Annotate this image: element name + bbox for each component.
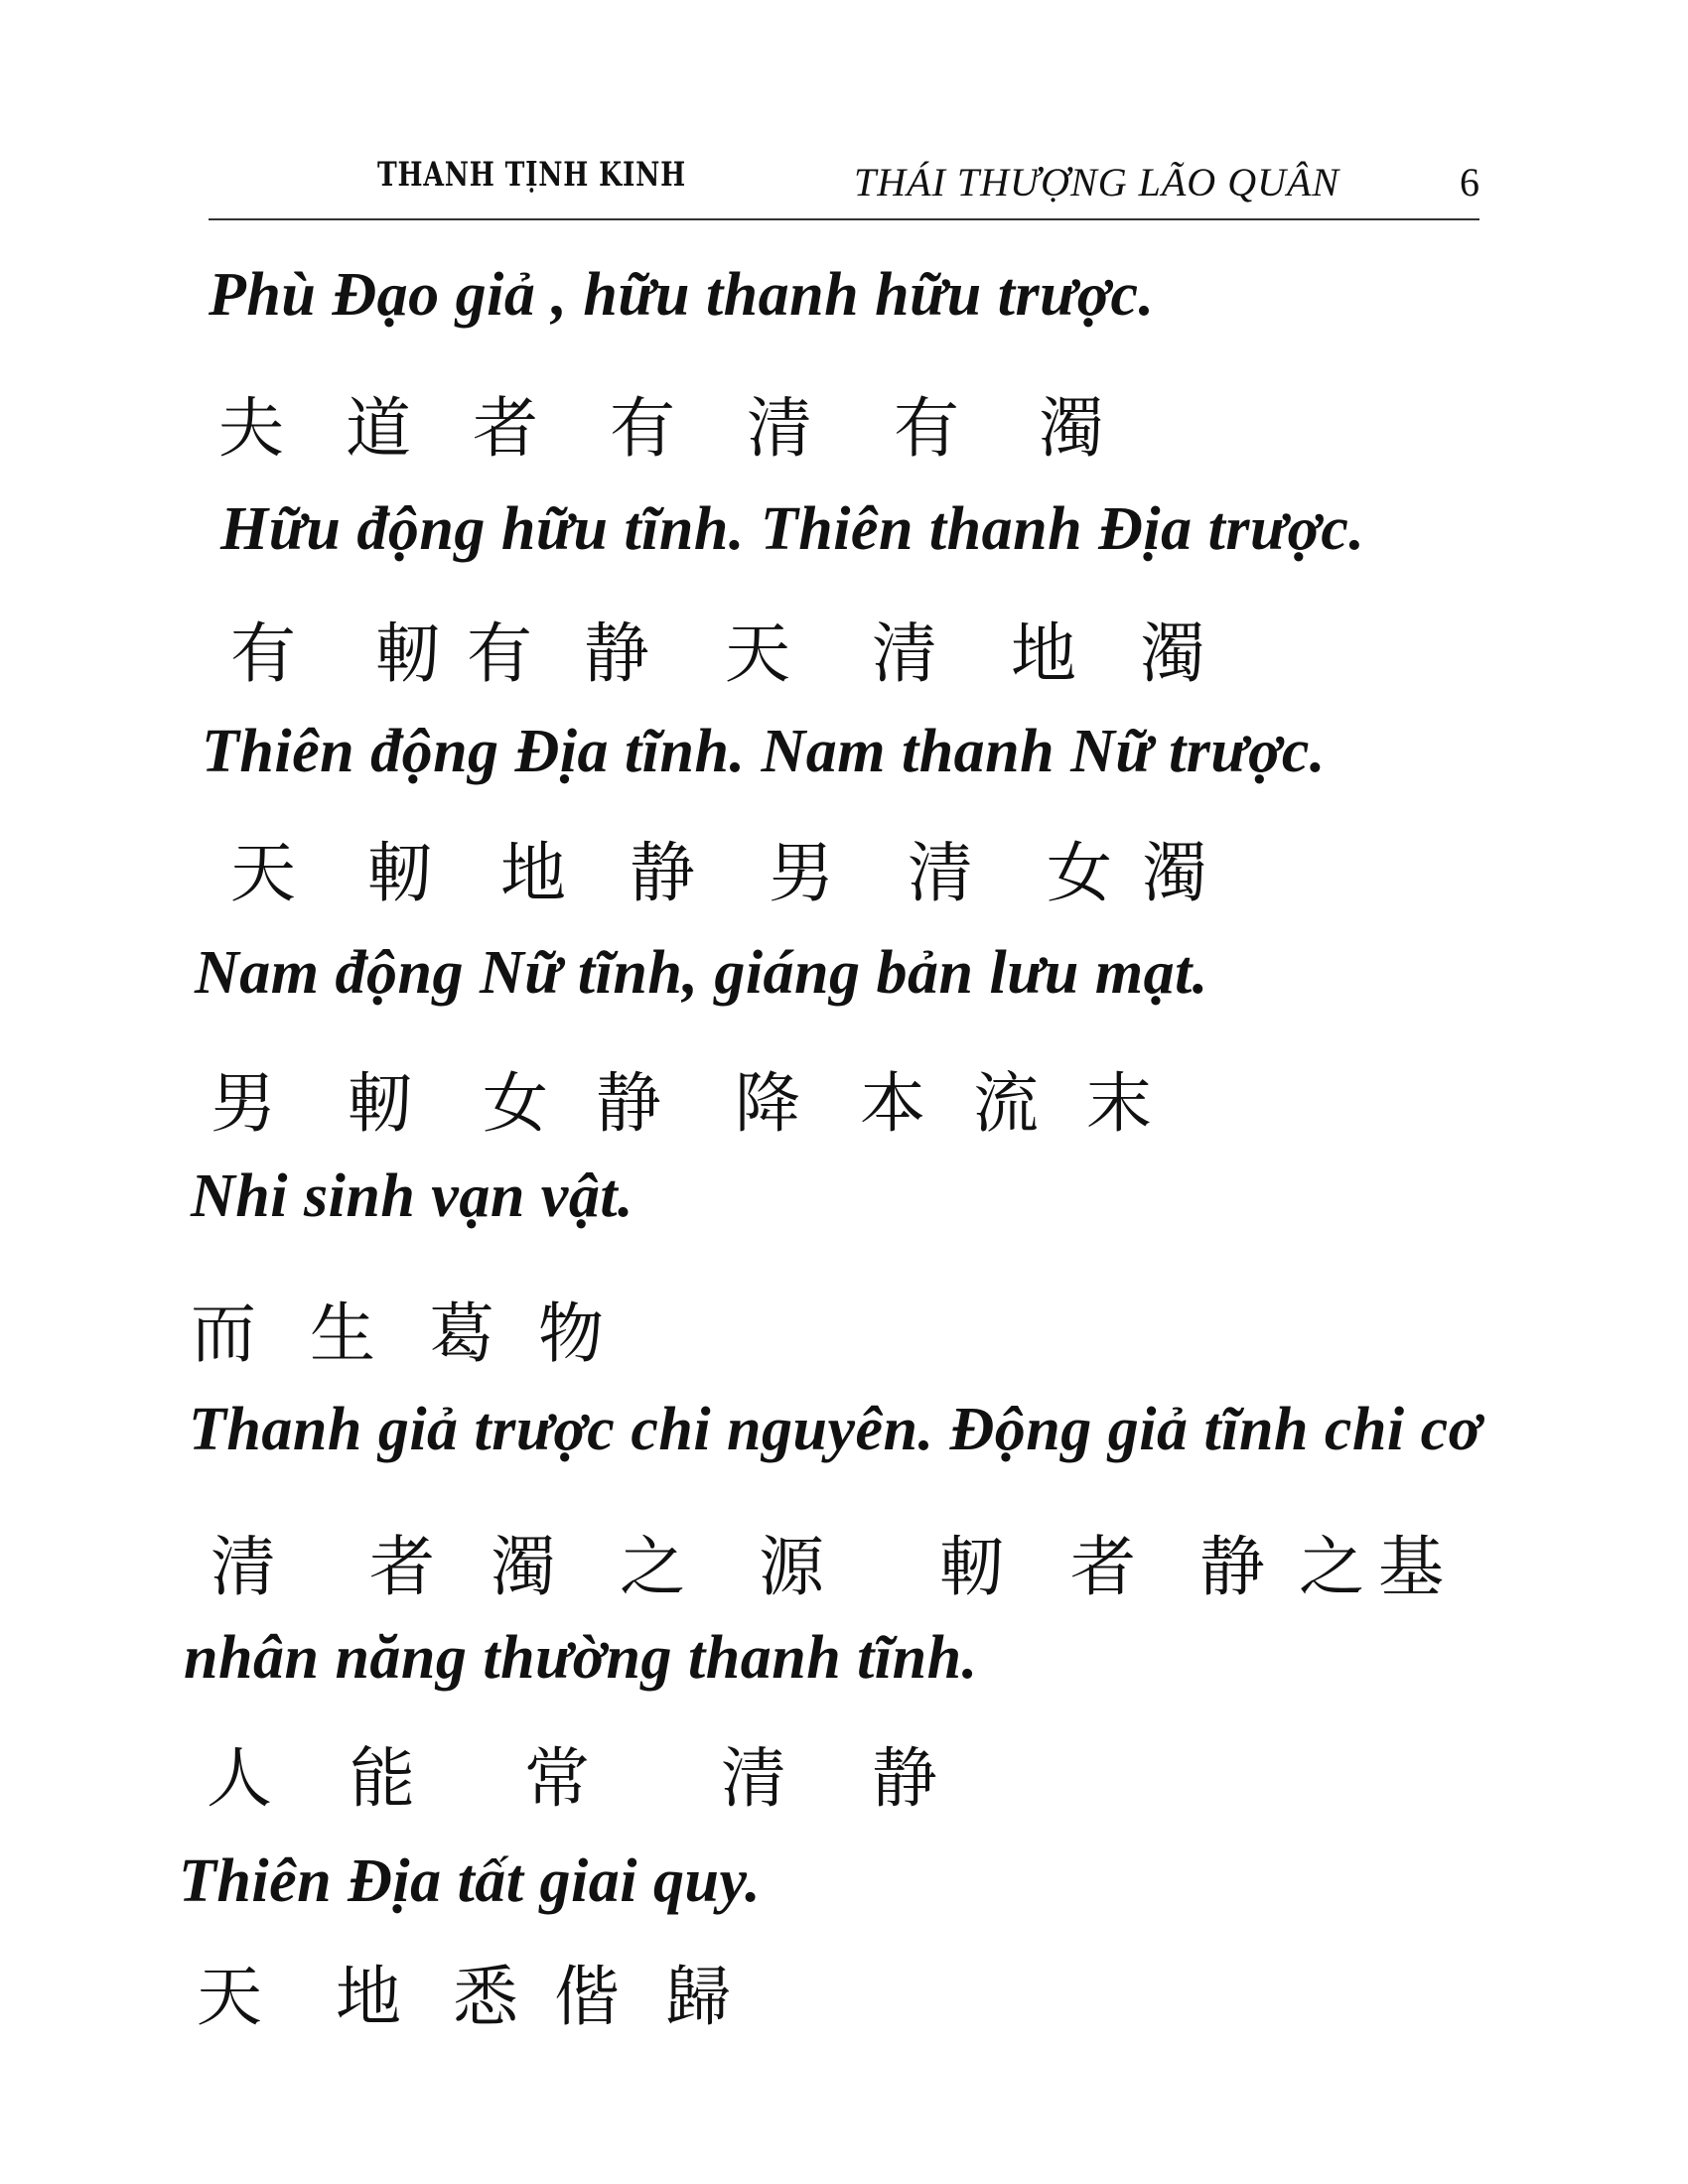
- han-char: 静: [596, 1065, 661, 1142]
- han-char: 常: [524, 1740, 590, 1817]
- han-char: 之: [1299, 1529, 1364, 1605]
- verse-8-vietnamese: Thiên Địa tất giai quy.: [179, 1847, 762, 1915]
- han-char: 末: [1086, 1065, 1152, 1142]
- header-author: THÁI THƯỢNG LÃO QUÂN: [854, 160, 1340, 205]
- han-char: 清: [211, 1529, 276, 1605]
- han-char: 静: [630, 835, 695, 911]
- verse-5-vietnamese: Nhi sinh vạn vật.: [191, 1162, 634, 1230]
- han-char: 本: [860, 1065, 925, 1142]
- han-char: 人: [207, 1740, 272, 1817]
- han-char: 夫: [218, 390, 284, 467]
- header-rule: [209, 218, 1479, 220]
- han-char: 地: [500, 835, 566, 911]
- verse-7-vietnamese: nhân năng thường thanh tĩnh.: [184, 1624, 978, 1692]
- han-char: 静: [872, 1740, 937, 1817]
- han-char: 源: [759, 1529, 824, 1605]
- han-char: 女: [483, 1065, 548, 1142]
- han-char: 歸: [665, 1959, 731, 2035]
- han-char: 静: [584, 615, 649, 692]
- han-char: 有: [467, 615, 532, 692]
- han-char: 葛: [429, 1296, 494, 1372]
- han-char: 之: [620, 1529, 685, 1605]
- han-char: 偕: [554, 1959, 620, 2035]
- han-char: 清: [721, 1740, 786, 1817]
- han-char: 男: [769, 835, 834, 911]
- han-char: 有: [894, 390, 959, 467]
- han-char: 道: [346, 390, 411, 467]
- han-char: 天: [230, 835, 296, 911]
- verse-4-vietnamese: Nam động Nữ tĩnh, giáng bản lưu mạt.: [195, 939, 1208, 1007]
- verse-4-han: [211, 1050, 1152, 1145]
- han-char: 清: [872, 615, 937, 692]
- verse-7-han: [207, 1725, 937, 1820]
- han-char: 基: [1378, 1529, 1444, 1605]
- verse-5-han: [191, 1281, 604, 1375]
- verse-6-vietnamese: Thanh giả trược chi nguyên. Động giả tĩnh chi cơ: [189, 1396, 1482, 1463]
- han-char: 生: [310, 1296, 375, 1372]
- verse-2-vietnamese: Hữu động hữu tĩnh. Thiên thanh Địa trược.: [220, 495, 1365, 563]
- han-char: 濁: [1140, 615, 1205, 692]
- han-char: 地: [1011, 615, 1076, 692]
- han-char: 有: [230, 615, 296, 692]
- running-header: [209, 149, 1479, 218]
- verse-3-han: [230, 820, 1207, 914]
- han-char: 流: [973, 1065, 1039, 1142]
- han-char: 物: [538, 1296, 604, 1372]
- han-char: 天: [725, 615, 790, 692]
- han-char: 軔: [375, 615, 441, 692]
- han-char: 天: [197, 1959, 262, 2035]
- han-char: 而: [191, 1296, 256, 1372]
- han-char: 者: [369, 1529, 435, 1605]
- han-char: 有: [610, 390, 675, 467]
- verse-3-vietnamese: Thiên động Địa tĩnh. Nam thanh Nữ trược.: [202, 718, 1326, 785]
- han-char: 軔: [348, 1065, 413, 1142]
- han-char: 清: [908, 835, 973, 911]
- header-book-title: THANH TỊNH KINH: [377, 155, 687, 195]
- han-char: 地: [336, 1959, 401, 2035]
- han-char: 清: [747, 390, 812, 467]
- verse-8-han: [197, 1944, 731, 2038]
- han-char: 者: [473, 390, 538, 467]
- verse-2-han: [230, 601, 1205, 695]
- han-char: 男: [211, 1065, 276, 1142]
- han-char: 悉: [453, 1959, 518, 2035]
- han-char: 濁: [1142, 835, 1207, 911]
- han-char: 女: [1047, 835, 1112, 911]
- han-char: 降: [735, 1065, 800, 1142]
- han-char: 軔: [939, 1529, 1005, 1605]
- han-char: 軔: [367, 835, 433, 911]
- verse-6-han: [211, 1514, 1444, 1608]
- han-char: 濁: [1039, 390, 1104, 467]
- han-char: 者: [1070, 1529, 1136, 1605]
- han-char: 能: [350, 1740, 415, 1817]
- verse-1-vietnamese: Phù Đạo giả , hữu thanh hữu trược.: [209, 261, 1155, 329]
- han-char: 静: [1199, 1529, 1265, 1605]
- han-char: 濁: [491, 1529, 556, 1605]
- page-number: 6: [1460, 160, 1479, 205]
- verse-1-han: [218, 375, 1104, 470]
